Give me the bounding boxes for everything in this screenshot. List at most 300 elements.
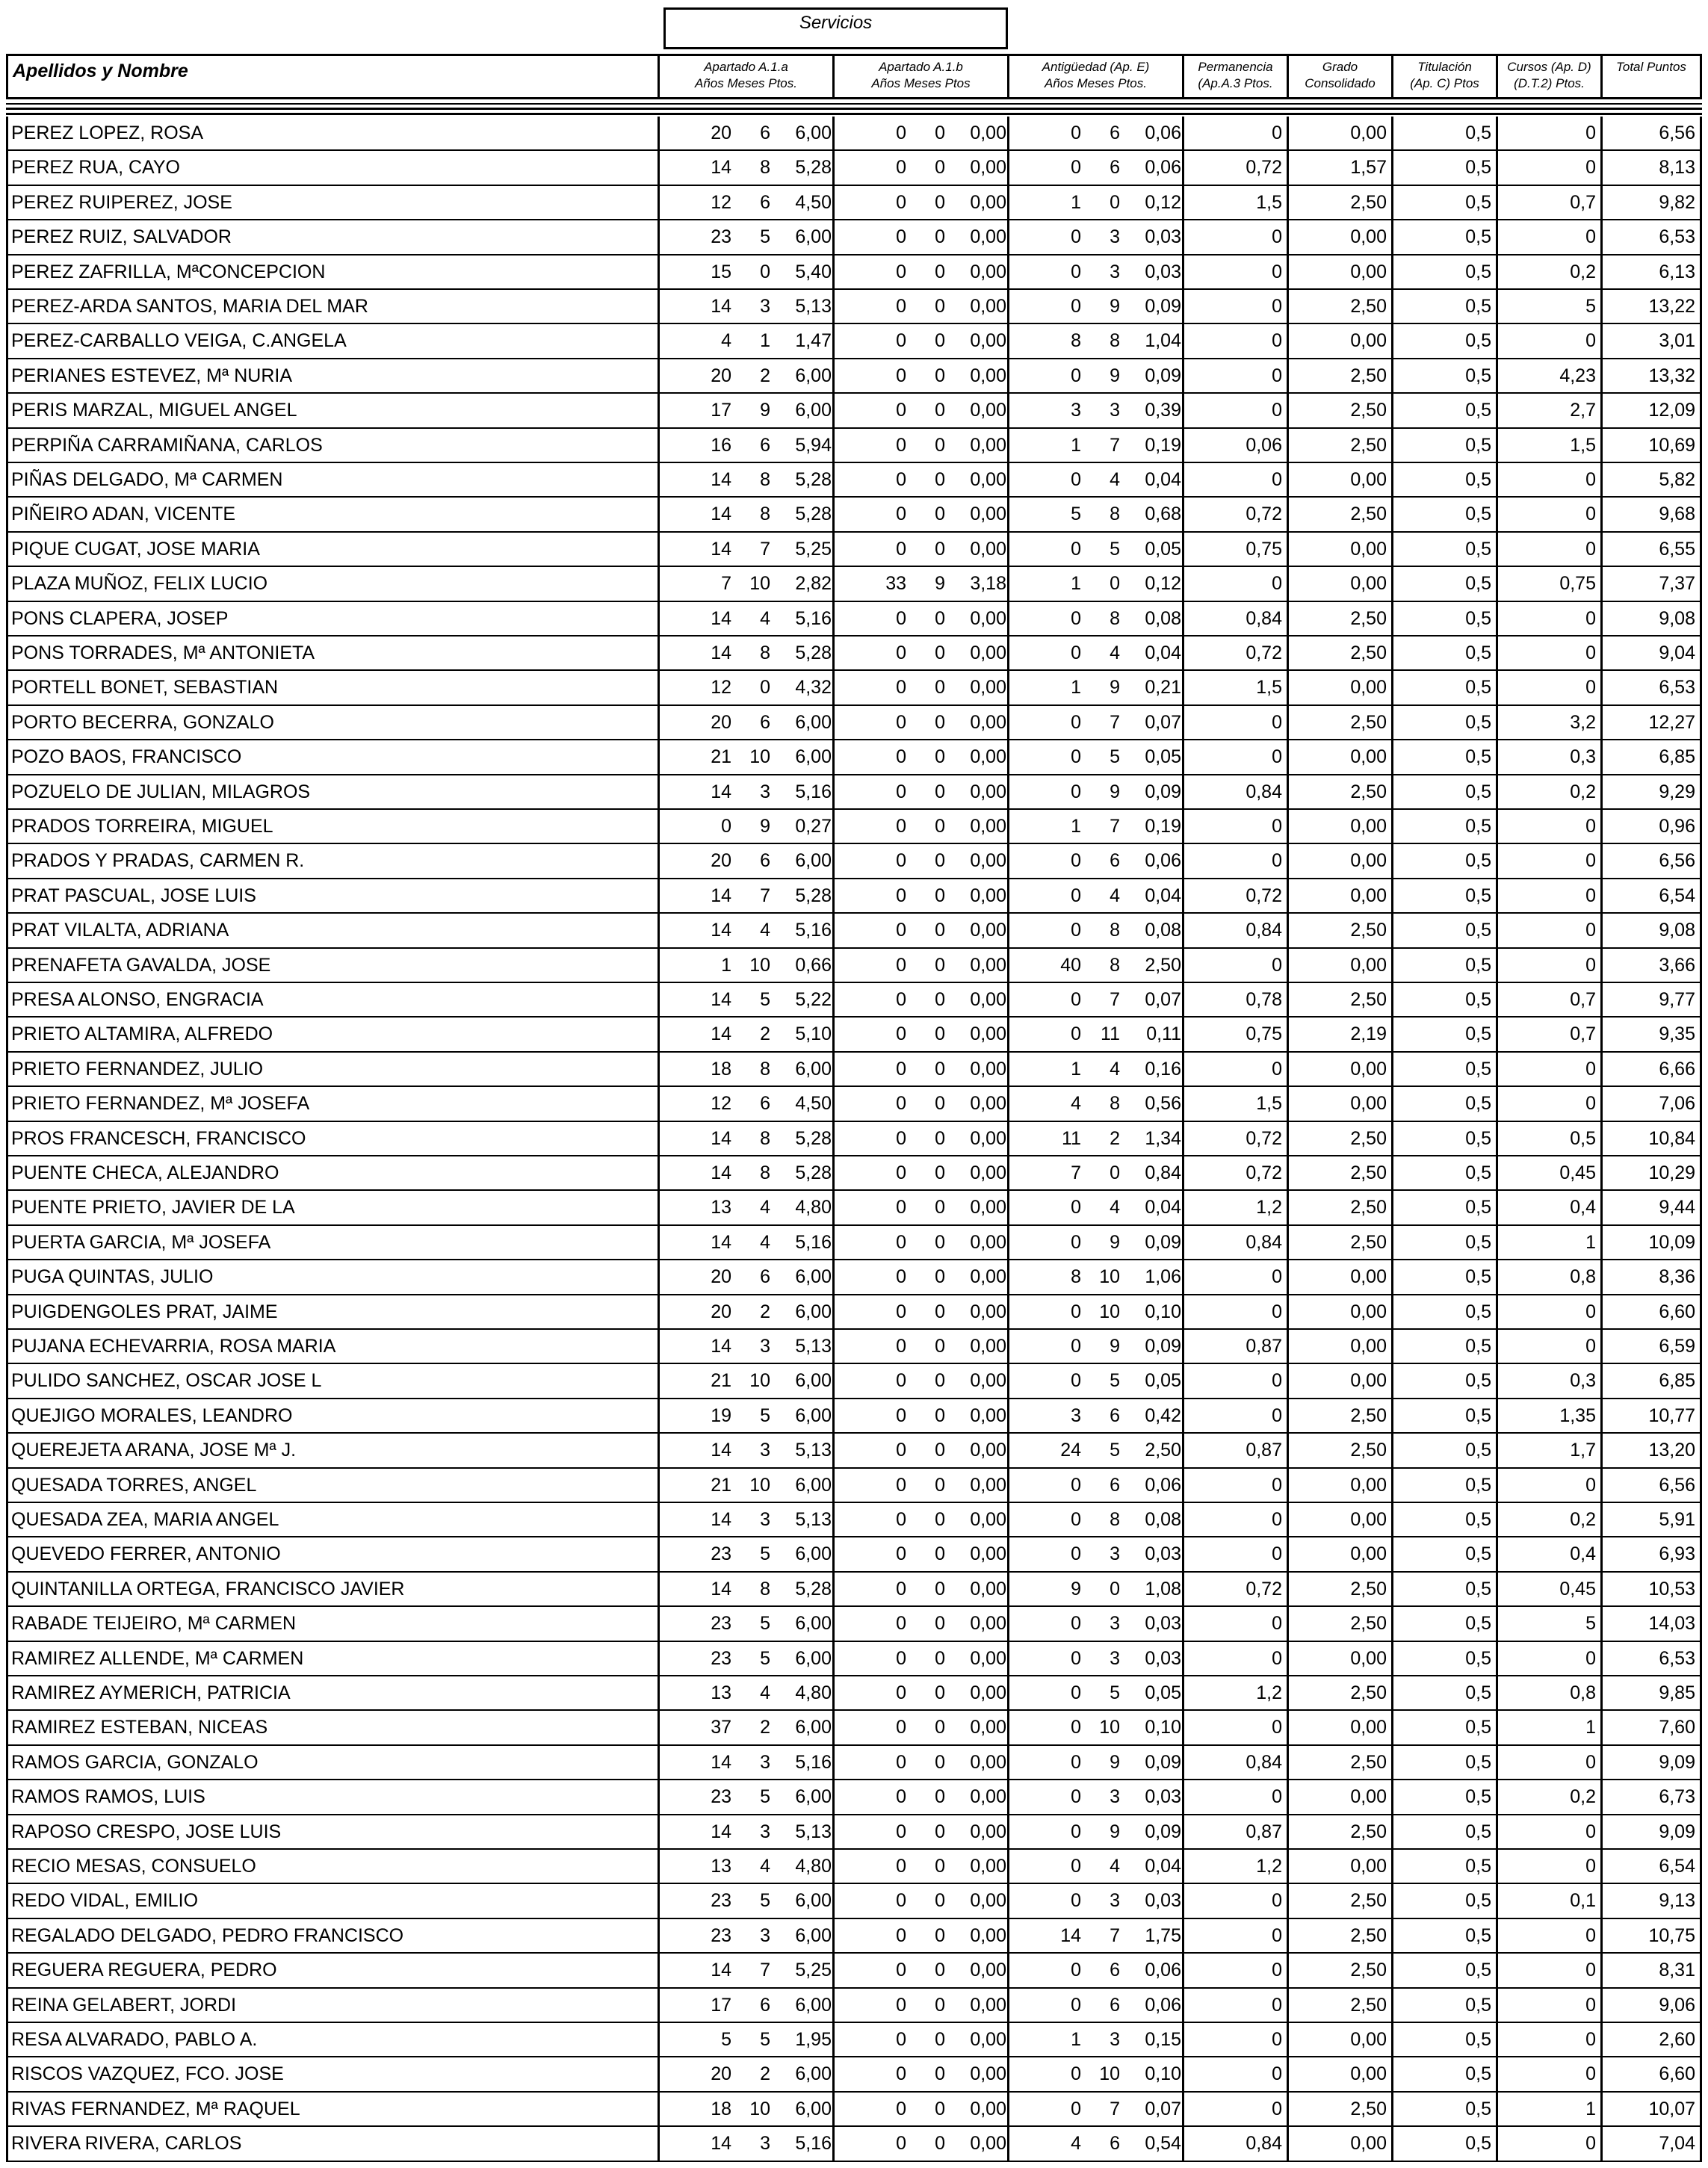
cell-total: 8,36 xyxy=(1600,1260,1702,1293)
cell-a1b-meses: 0 xyxy=(935,1924,945,1946)
cell-cursos: 0 xyxy=(1496,1469,1600,1502)
cell-a1a-anos: 14 xyxy=(711,2133,731,2155)
cell-a1b-anos: 0 xyxy=(896,1856,906,1877)
cell-a1a-meses: 8 xyxy=(760,642,770,663)
row-name: RIVAS FERNANDEZ, Mª RAQUEL xyxy=(6,2093,663,2125)
row-group-a1a xyxy=(657,290,832,323)
cell-grado: 2,50 xyxy=(1287,1989,1391,2022)
cell-a1b-anos: 0 xyxy=(896,296,906,317)
cell-titulacion: 0,5 xyxy=(1391,1607,1496,1640)
cell-a1a-meses: 10 xyxy=(749,1474,770,1496)
cell-a1a-ptos: 6,00 xyxy=(795,1266,832,1288)
cell-permanencia: 0 xyxy=(1182,1503,1287,1536)
cell-a1a-ptos: 4,80 xyxy=(795,1197,832,1218)
cell-a1b-meses: 0 xyxy=(935,1717,945,1738)
cell-a1b-meses: 0 xyxy=(935,1856,945,1877)
header-label: Apartado A.1.b xyxy=(879,60,963,74)
cell-a1b-meses: 0 xyxy=(935,920,945,941)
cell-a1b-ptos: 0,00 xyxy=(970,469,1006,490)
cell-cursos: 0 xyxy=(1496,1746,1600,1779)
cell-a1b-meses: 0 xyxy=(935,2063,945,2085)
cell-a1b-meses: 0 xyxy=(935,1440,945,1461)
cell-grado: 0,00 xyxy=(1287,1469,1391,1502)
cell-permanencia: 0 xyxy=(1182,290,1287,323)
row-name: PEREZ RUIPEREZ, JOSE xyxy=(6,186,663,219)
cell-titulacion: 0,5 xyxy=(1391,1573,1496,1605)
cell-antiguedad-ptos: 0,03 xyxy=(1145,1613,1181,1635)
table-row xyxy=(6,914,1702,948)
cell-cursos: 0 xyxy=(1496,151,1600,184)
cell-cursos: 0 xyxy=(1496,1815,1600,1848)
row-group-antiguedad xyxy=(1007,1469,1182,1502)
cell-antiguedad-anos: 0 xyxy=(1071,1786,1081,1808)
cell-a1b-meses: 0 xyxy=(935,1127,945,1149)
row-group-a1b xyxy=(832,498,1007,530)
cell-antiguedad-anos: 0 xyxy=(1071,1509,1081,1530)
cell-total: 5,82 xyxy=(1600,463,1702,496)
cell-a1a-anos: 21 xyxy=(711,1370,731,1392)
cell-permanencia: 0,72 xyxy=(1182,637,1287,669)
cell-cursos: 0,8 xyxy=(1496,1676,1600,1709)
cell-titulacion: 0,5 xyxy=(1391,1676,1496,1709)
cell-a1b-meses: 0 xyxy=(935,781,945,802)
cell-grado: 2,50 xyxy=(1287,1226,1391,1259)
cell-permanencia: 0 xyxy=(1182,255,1287,288)
cell-a1a-ptos: 1,47 xyxy=(795,330,832,352)
cell-a1a-ptos: 6,00 xyxy=(795,400,832,421)
cell-a1b-meses: 0 xyxy=(935,711,945,733)
cell-a1b-anos: 0 xyxy=(896,989,906,1010)
cell-antiguedad-ptos: 0,03 xyxy=(1145,1786,1181,1808)
cell-cursos: 0 xyxy=(1496,220,1600,253)
cell-antiguedad-ptos: 0,04 xyxy=(1145,885,1181,906)
cell-total: 9,44 xyxy=(1600,1191,1702,1224)
row-name: PEREZ ZAFRILLA, MªCONCEPCION xyxy=(6,255,663,288)
cell-antiguedad-ptos: 0,19 xyxy=(1145,434,1181,456)
row-group-a1a xyxy=(657,1434,832,1467)
table-row xyxy=(6,1156,1702,1191)
cell-a1b-anos: 0 xyxy=(896,1647,906,1669)
row-group-a1b xyxy=(832,1850,1007,1883)
cell-antiguedad-anos: 0 xyxy=(1071,1960,1081,1981)
cell-cursos: 1,35 xyxy=(1496,1399,1600,1432)
cell-titulacion: 0,5 xyxy=(1391,498,1496,530)
cell-a1b-ptos: 0,00 xyxy=(970,920,1006,941)
cell-a1a-anos: 20 xyxy=(711,365,731,386)
cell-permanencia: 0 xyxy=(1182,1954,1287,1986)
row-group-a1a xyxy=(657,2127,832,2160)
cell-antiguedad-ptos: 0,04 xyxy=(1145,469,1181,490)
cell-titulacion: 0,5 xyxy=(1391,1156,1496,1189)
row-group-antiguedad xyxy=(1007,463,1182,496)
cell-a1b-anos: 0 xyxy=(896,1751,906,1773)
cell-a1b-anos: 0 xyxy=(896,2133,906,2155)
cell-antiguedad-anos: 0 xyxy=(1071,1647,1081,1669)
cell-a1b-anos: 0 xyxy=(896,1336,906,1357)
cell-a1a-meses: 4 xyxy=(760,1197,770,1218)
cell-total: 6,85 xyxy=(1600,740,1702,773)
cell-a1b-ptos: 3,18 xyxy=(970,573,1006,595)
cell-a1a-ptos: 6,00 xyxy=(795,123,832,143)
cell-titulacion: 0,5 xyxy=(1391,2057,1496,2090)
cell-a1a-ptos: 5,13 xyxy=(795,1509,832,1530)
cell-antiguedad-ptos: 0,10 xyxy=(1145,2063,1181,2085)
cell-a1a-meses: 3 xyxy=(760,1821,770,1842)
table-row xyxy=(6,220,1702,255)
cell-a1a-anos: 14 xyxy=(711,1023,731,1045)
cell-a1b-ptos: 0,00 xyxy=(970,261,1006,282)
cell-a1b-meses: 0 xyxy=(935,504,945,525)
cell-cursos: 0,2 xyxy=(1496,1780,1600,1813)
header-sublabel: Años Meses Ptos. xyxy=(694,76,797,90)
cell-a1a-meses: 5 xyxy=(760,1404,770,1426)
row-group-a1a xyxy=(657,1156,832,1189)
cell-antiguedad-anos: 0 xyxy=(1071,365,1081,386)
cell-a1a-meses: 9 xyxy=(760,816,770,837)
cell-a1a-meses: 8 xyxy=(760,504,770,525)
cell-titulacion: 0,5 xyxy=(1391,1954,1496,1986)
cell-permanencia: 0,84 xyxy=(1182,1226,1287,1259)
cell-antiguedad-anos: 9 xyxy=(1071,1578,1081,1599)
cell-a1a-ptos: 5,13 xyxy=(795,296,832,317)
cell-a1b-ptos: 0,00 xyxy=(970,1786,1006,1808)
cell-a1a-ptos: 5,28 xyxy=(795,1127,832,1149)
cell-antiguedad-ptos: 0,04 xyxy=(1145,1856,1181,1877)
cell-antiguedad-ptos: 2,50 xyxy=(1145,954,1181,976)
cell-a1a-ptos: 6,00 xyxy=(795,1058,832,1080)
cell-a1b-anos: 0 xyxy=(896,1093,906,1115)
cell-a1a-anos: 14 xyxy=(711,920,731,941)
cell-antiguedad-meses: 9 xyxy=(1110,781,1120,802)
row-group-a1a xyxy=(657,1503,832,1536)
cell-permanencia: 0 xyxy=(1182,706,1287,739)
cell-antiguedad-meses: 0 xyxy=(1110,573,1120,595)
header-apartado-a1b xyxy=(832,54,1007,97)
row-group-a1a xyxy=(657,1815,832,1848)
cell-titulacion: 0,5 xyxy=(1391,567,1496,600)
row-group-a1b xyxy=(832,1642,1007,1675)
cell-cursos: 0,7 xyxy=(1496,1018,1600,1050)
cell-cursos: 0 xyxy=(1496,879,1600,912)
row-name: PUJANA ECHEVARRIA, ROSA MARIA xyxy=(6,1330,663,1363)
cell-grado: 0,00 xyxy=(1287,2127,1391,2160)
cell-a1b-anos: 0 xyxy=(896,123,906,143)
cell-antiguedad-anos: 3 xyxy=(1071,1404,1081,1426)
row-name: PORTELL BONET, SEBASTIAN xyxy=(6,671,663,704)
cell-a1a-anos: 20 xyxy=(711,1266,731,1288)
cell-permanencia: 0,72 xyxy=(1182,151,1287,184)
cell-a1a-anos: 20 xyxy=(711,711,731,733)
row-group-antiguedad xyxy=(1007,1537,1182,1570)
cell-antiguedad-ptos: 1,34 xyxy=(1145,1127,1181,1149)
cell-antiguedad-anos: 1 xyxy=(1071,434,1081,456)
cell-a1b-ptos: 0,00 xyxy=(970,296,1006,317)
cell-a1b-meses: 0 xyxy=(935,191,945,213)
row-group-antiguedad xyxy=(1007,1330,1182,1363)
cell-titulacion: 0,5 xyxy=(1391,1053,1496,1085)
cell-a1a-anos: 14 xyxy=(711,1960,731,1981)
row-group-antiguedad xyxy=(1007,1364,1182,1397)
cell-a1b-anos: 0 xyxy=(896,1474,906,1496)
row-group-a1a xyxy=(657,1884,832,1917)
cell-titulacion: 0,5 xyxy=(1391,1330,1496,1363)
cell-a1a-anos: 14 xyxy=(711,1578,731,1599)
row-group-a1b xyxy=(832,914,1007,947)
row-group-a1b xyxy=(832,1503,1007,1536)
row-group-antiguedad xyxy=(1007,533,1182,566)
cell-a1a-meses: 3 xyxy=(760,781,770,802)
cell-grado: 0,00 xyxy=(1287,324,1391,357)
row-group-a1b xyxy=(832,1711,1007,1744)
cell-antiguedad-meses: 6 xyxy=(1110,123,1120,143)
row-group-a1a xyxy=(657,2057,832,2090)
cell-a1a-anos: 14 xyxy=(711,1231,731,1253)
cell-a1b-meses: 0 xyxy=(935,1058,945,1080)
cell-a1a-anos: 14 xyxy=(711,157,731,179)
cell-titulacion: 0,5 xyxy=(1391,1191,1496,1224)
row-group-antiguedad xyxy=(1007,567,1182,600)
cell-antiguedad-ptos: 1,04 xyxy=(1145,330,1181,352)
cell-cursos: 0,2 xyxy=(1496,255,1600,288)
row-group-antiguedad xyxy=(1007,2057,1182,2090)
cell-antiguedad-meses: 7 xyxy=(1110,989,1120,1010)
cell-a1a-anos: 16 xyxy=(711,434,731,456)
cell-titulacion: 0,5 xyxy=(1391,2023,1496,2056)
row-group-a1a xyxy=(657,1537,832,1570)
row-group-antiguedad xyxy=(1007,429,1182,462)
cell-total: 6,13 xyxy=(1600,255,1702,288)
row-group-antiguedad xyxy=(1007,1399,1182,1432)
cell-total: 13,20 xyxy=(1600,1434,1702,1467)
row-group-a1a xyxy=(657,429,832,462)
cell-total: 6,53 xyxy=(1600,671,1702,704)
cell-permanencia: 0,72 xyxy=(1182,1156,1287,1189)
cell-grado: 0,00 xyxy=(1287,1364,1391,1397)
cell-a1a-anos: 13 xyxy=(711,1682,731,1703)
cell-antiguedad-meses: 5 xyxy=(1110,538,1120,560)
cell-antiguedad-meses: 5 xyxy=(1110,1440,1120,1461)
row-group-antiguedad xyxy=(1007,2093,1182,2125)
cell-total: 9,08 xyxy=(1600,914,1702,947)
table-row xyxy=(6,879,1702,914)
cell-a1a-ptos: 6,00 xyxy=(795,711,832,733)
cell-antiguedad-ptos: 0,03 xyxy=(1145,226,1181,248)
cell-antiguedad-anos: 0 xyxy=(1071,1023,1081,1045)
cell-a1b-ptos: 0,00 xyxy=(970,123,1006,143)
cell-antiguedad-anos: 1 xyxy=(1071,2029,1081,2050)
row-name: REGALADO DELGADO, PEDRO FRANCISCO xyxy=(6,1919,663,1952)
cell-antiguedad-anos: 0 xyxy=(1071,1231,1081,1253)
cell-antiguedad-meses: 3 xyxy=(1110,261,1120,282)
cell-a1a-meses: 6 xyxy=(760,1994,770,2016)
cell-a1a-meses: 4 xyxy=(760,1856,770,1877)
row-group-antiguedad xyxy=(1007,1573,1182,1605)
cell-grado: 2,19 xyxy=(1287,1018,1391,1050)
cell-a1a-meses: 5 xyxy=(760,1786,770,1808)
header-sublabel: Años Meses Ptos xyxy=(871,76,971,90)
cell-a1b-meses: 0 xyxy=(935,746,945,768)
cell-total: 13,22 xyxy=(1600,290,1702,323)
cell-permanencia: 0,84 xyxy=(1182,2127,1287,2160)
cell-a1b-anos: 0 xyxy=(896,1924,906,1946)
cell-a1a-meses: 2 xyxy=(760,365,770,386)
row-group-antiguedad xyxy=(1007,879,1182,912)
cell-total: 10,29 xyxy=(1600,1156,1702,1189)
header-total xyxy=(1600,54,1702,97)
row-name: QUESADA TORRES, ANGEL xyxy=(6,1469,663,1502)
cell-a1a-ptos: 4,32 xyxy=(795,677,832,699)
row-group-a1b xyxy=(832,1676,1007,1709)
cell-grado: 0,00 xyxy=(1287,1087,1391,1120)
cell-titulacion: 0,5 xyxy=(1391,255,1496,288)
row-group-a1b xyxy=(832,1884,1007,1917)
cell-grado: 2,50 xyxy=(1287,706,1391,739)
cell-antiguedad-anos: 0 xyxy=(1071,989,1081,1010)
cell-antiguedad-ptos: 0,09 xyxy=(1145,1751,1181,1773)
cell-a1b-anos: 0 xyxy=(896,157,906,179)
cell-a1b-meses: 0 xyxy=(935,330,945,352)
cell-a1a-anos: 19 xyxy=(711,1404,731,1426)
row-group-a1a xyxy=(657,740,832,773)
cell-a1a-meses: 3 xyxy=(760,1751,770,1773)
cell-a1a-anos: 12 xyxy=(711,191,731,213)
cell-antiguedad-anos: 0 xyxy=(1071,850,1081,872)
row-group-a1a xyxy=(657,220,832,253)
cell-titulacion: 0,5 xyxy=(1391,324,1496,357)
row-group-a1b xyxy=(832,1537,1007,1570)
cell-grado: 0,00 xyxy=(1287,533,1391,566)
table-row xyxy=(6,2127,1702,2161)
row-name: PRAT VILALTA, ADRIANA xyxy=(6,914,663,947)
row-name: REDO VIDAL, EMILIO xyxy=(6,1884,663,1917)
cell-antiguedad-meses: 3 xyxy=(1110,1647,1120,1669)
cell-a1a-ptos: 4,80 xyxy=(795,1682,832,1703)
row-group-a1b xyxy=(832,567,1007,600)
table-row xyxy=(6,290,1702,324)
cell-grado: 2,50 xyxy=(1287,775,1391,808)
cell-cursos: 0 xyxy=(1496,1642,1600,1675)
cell-antiguedad-ptos: 0,11 xyxy=(1146,1023,1181,1045)
row-name: QUEJIGO MORALES, LEANDRO xyxy=(6,1399,663,1432)
cell-a1a-anos: 20 xyxy=(711,2063,731,2085)
cell-antiguedad-meses: 10 xyxy=(1099,1301,1120,1322)
cell-a1a-anos: 17 xyxy=(711,400,731,421)
cell-a1a-ptos: 5,16 xyxy=(795,781,832,802)
cell-grado: 2,50 xyxy=(1287,359,1391,392)
row-group-a1a xyxy=(657,983,832,1016)
cell-a1b-meses: 9 xyxy=(935,573,945,595)
cell-cursos: 0 xyxy=(1496,2057,1600,2090)
cell-cursos: 5 xyxy=(1496,290,1600,323)
cell-a1a-anos: 12 xyxy=(711,677,731,699)
cell-a1a-ptos: 6,00 xyxy=(795,1994,832,2016)
cell-a1a-anos: 14 xyxy=(711,504,731,525)
row-group-antiguedad xyxy=(1007,1260,1182,1293)
cell-a1b-ptos: 0,00 xyxy=(970,1162,1006,1183)
cell-a1b-ptos: 0,00 xyxy=(970,607,1006,629)
cell-a1b-anos: 0 xyxy=(896,504,906,525)
cell-total: 9,85 xyxy=(1600,1676,1702,1709)
row-name: PULIDO SANCHEZ, OSCAR JOSE L xyxy=(6,1364,663,1397)
cell-a1a-meses: 3 xyxy=(760,1440,770,1461)
row-group-antiguedad xyxy=(1007,706,1182,739)
row-group-a1b xyxy=(832,1226,1007,1259)
table-row xyxy=(6,1850,1702,1884)
cell-total: 7,37 xyxy=(1600,567,1702,600)
cell-a1a-anos: 20 xyxy=(711,123,731,143)
cell-a1b-meses: 0 xyxy=(935,816,945,837)
table-row xyxy=(6,983,1702,1018)
row-group-a1a xyxy=(657,2023,832,2056)
cell-a1a-ptos: 6,00 xyxy=(795,1786,832,1808)
cell-antiguedad-ptos: 0,16 xyxy=(1145,1058,1181,1080)
row-name: REINA GELABERT, JORDI xyxy=(6,1989,663,2022)
cell-a1b-ptos: 0,00 xyxy=(970,226,1006,248)
cell-a1b-anos: 0 xyxy=(896,2029,906,2050)
cell-a1b-anos: 0 xyxy=(896,1197,906,1218)
table-row xyxy=(6,151,1702,185)
cell-a1a-meses: 10 xyxy=(749,954,770,976)
row-group-a1a xyxy=(657,1295,832,1328)
row-group-a1a xyxy=(657,1607,832,1640)
cell-a1a-anos: 23 xyxy=(711,1924,731,1946)
row-group-a1a xyxy=(657,1711,832,1744)
cell-a1b-ptos: 0,00 xyxy=(970,885,1006,906)
cell-cursos: 1 xyxy=(1496,2093,1600,2125)
header-label: Cursos (Ap. D) xyxy=(1507,60,1591,74)
cell-a1b-ptos: 0,00 xyxy=(970,677,1006,699)
cell-a1b-meses: 0 xyxy=(935,1682,945,1703)
cell-cursos: 5 xyxy=(1496,1607,1600,1640)
cell-a1b-meses: 0 xyxy=(935,885,945,906)
cell-total: 14,03 xyxy=(1600,1607,1702,1640)
cell-a1a-meses: 8 xyxy=(760,1578,770,1599)
row-name: PRAT PASCUAL, JOSE LUIS xyxy=(6,879,663,912)
cell-a1a-anos: 14 xyxy=(711,1127,731,1149)
cell-total: 2,60 xyxy=(1600,2023,1702,2056)
cell-titulacion: 0,5 xyxy=(1391,2093,1496,2125)
cell-antiguedad-anos: 0 xyxy=(1071,1682,1081,1703)
row-group-a1a xyxy=(657,1330,832,1363)
cell-titulacion: 0,5 xyxy=(1391,1746,1496,1779)
cell-total: 9,09 xyxy=(1600,1815,1702,1848)
row-group-antiguedad xyxy=(1007,498,1182,530)
cell-total: 6,56 xyxy=(1600,844,1702,877)
cell-antiguedad-meses: 6 xyxy=(1110,1474,1120,1496)
cell-a1a-ptos: 5,16 xyxy=(795,1751,832,1773)
row-group-a1a xyxy=(657,463,832,496)
cell-a1b-anos: 0 xyxy=(896,1509,906,1530)
cell-antiguedad-meses: 6 xyxy=(1110,1994,1120,2016)
cell-antiguedad-meses: 9 xyxy=(1110,296,1120,317)
table-row xyxy=(6,1919,1702,1954)
cell-a1a-ptos: 5,13 xyxy=(795,1440,832,1461)
cell-a1b-anos: 0 xyxy=(896,469,906,490)
cell-antiguedad-meses: 6 xyxy=(1110,1404,1120,1426)
cell-antiguedad-meses: 7 xyxy=(1110,1924,1120,1946)
cell-antiguedad-meses: 3 xyxy=(1110,1613,1120,1635)
row-group-antiguedad xyxy=(1007,1018,1182,1050)
row-group-antiguedad xyxy=(1007,1711,1182,1744)
cell-cursos: 0,4 xyxy=(1496,1191,1600,1224)
cell-a1b-ptos: 0,00 xyxy=(970,1301,1006,1322)
row-group-antiguedad xyxy=(1007,1954,1182,1986)
cell-titulacion: 0,5 xyxy=(1391,671,1496,704)
cell-a1b-meses: 0 xyxy=(935,1197,945,1218)
cell-permanencia: 1,5 xyxy=(1182,671,1287,704)
header-cursos xyxy=(1496,54,1600,97)
header-sublabel: Consolidado xyxy=(1305,76,1376,90)
